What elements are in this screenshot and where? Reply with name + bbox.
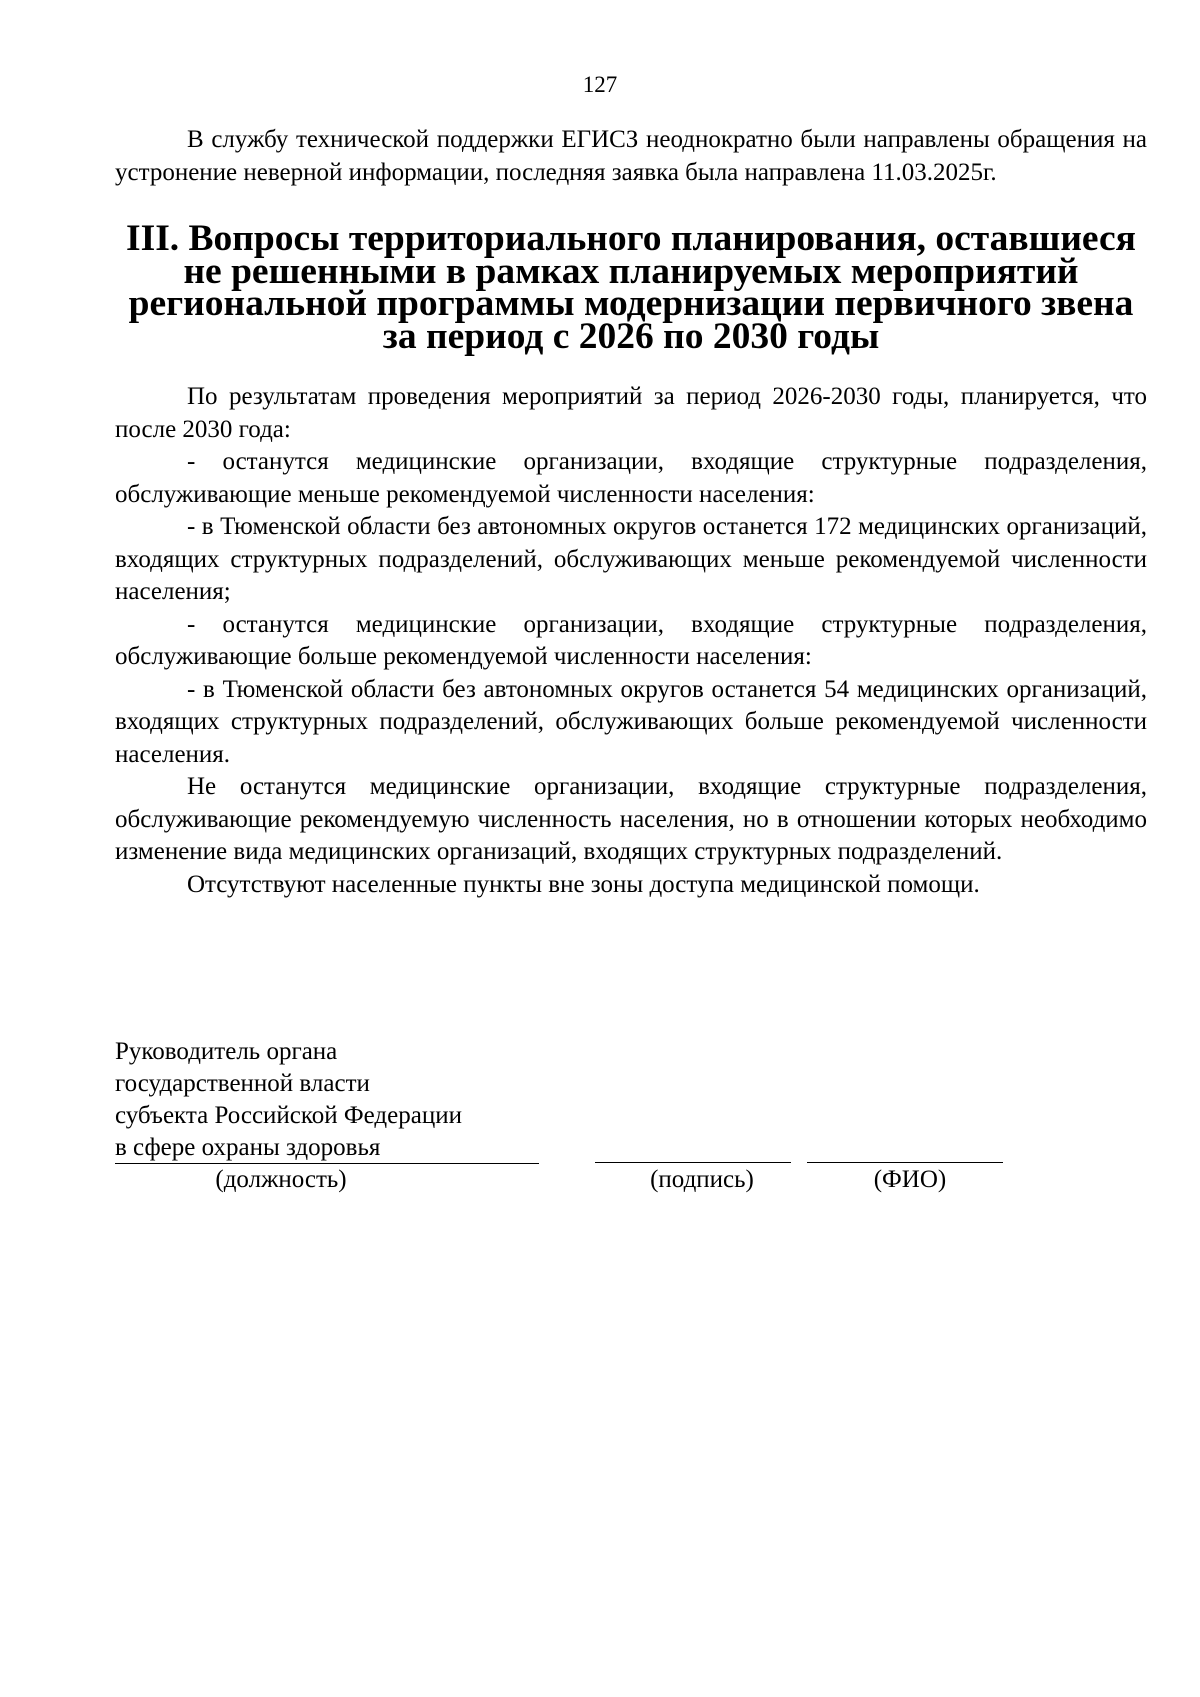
body-paragraph: - останутся медицинские организации, входящие структурные подразделения, обслуживающие меньше рекомендуемой численности населения: [115,448,1147,508]
body-paragraph: По результатам проведения мероприятий за период 2026-2030 годы, планируется, что после 2030 года: [115,383,1147,443]
signatory-title-line: государственной власти [115,1070,370,1097]
signature-caption: (подпись) [650,1166,754,1193]
signature-blank-line [595,1162,791,1163]
signatory-title-line: субъекта Российской Федерации [115,1102,462,1129]
section-heading: III. Вопросы территориального планирования, оставшиеся не решенными в рамках планируемых мероприятий региональной программы модернизации первичного звена за период с 2026 по 2030 годы [126,218,1136,357]
signatory-title-line: Руководитель органа [115,1038,338,1065]
body-paragraph: - останутся медицинские организации, входящие структурные подразделения, обслуживающие больше рекомендуемой численности населения: [115,610,1147,670]
body-paragraph: - в Тюменской области без автономных округов останется 54 медицинских организаций, входящих структурных подразделений, обслуживающих больше рекомендуемой численности населения. [115,675,1147,768]
signature-block [115,1036,1147,1193]
document-body [115,124,1147,901]
intro-paragraph: В службу технической поддержки ЕГИСЗ неоднократно были направлены обращения на устронение неверной информации, последняя заявка была направлена 11.03.2025г. [115,126,1147,186]
name-blank-line [807,1162,1003,1163]
body-paragraph: - в Тюменской области без автономных округов останется 172 медицинских организаций, входящих структурных подразделений, обслуживающих меньше рекомендуемой численности населения; [115,513,1147,605]
body-paragraph: Отсутствуют населенные пункты вне зоны доступа медицинской помощи. [187,870,980,898]
name-caption: (ФИО) [873,1166,947,1193]
signatory-title-line: в сфере охраны здоровья [115,1133,539,1164]
page-number: 127 [582,72,618,97]
position-caption: (должность) [215,1166,347,1193]
body-paragraph: Не останутся медицинские организации, входящие структурные подразделения, обслуживающие рекомендуемую численность населения, но в отношении которых необходимо изменение вида медицинских организаций, входящих структурных подразделений. [115,773,1147,865]
